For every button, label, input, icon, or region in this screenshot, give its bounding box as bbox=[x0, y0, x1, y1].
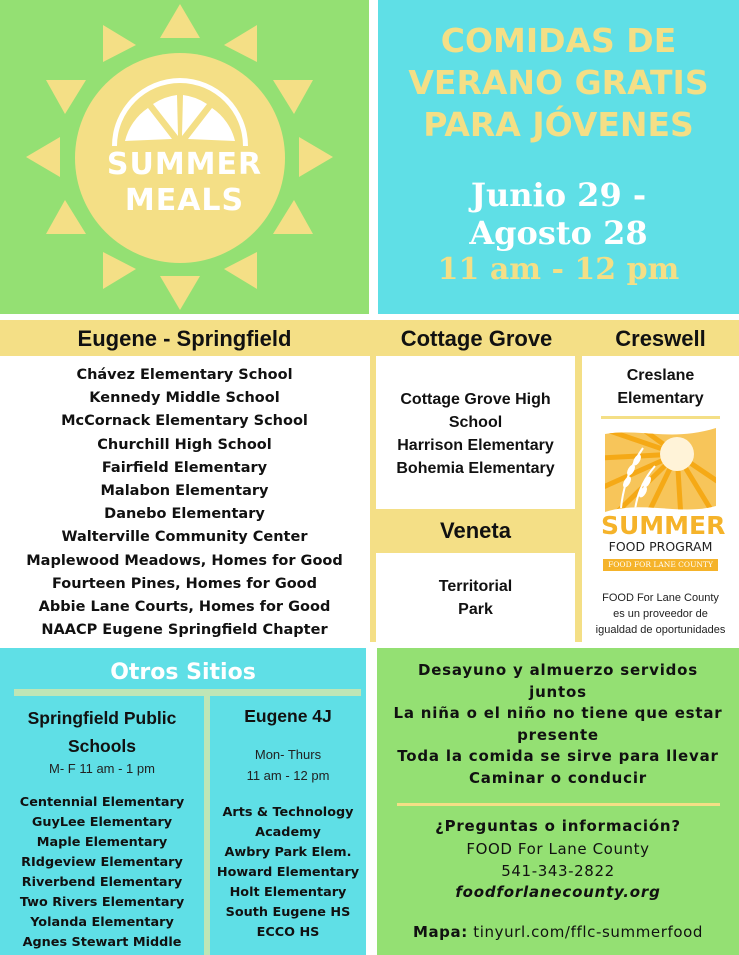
site-item: Territorial bbox=[438, 578, 513, 595]
title-panel bbox=[378, 0, 739, 314]
header-eugene-springfield: Eugene - Springfield bbox=[77, 326, 292, 351]
site-item: McCornack Elementary School bbox=[61, 413, 308, 430]
otros-sitios-panel bbox=[0, 648, 366, 955]
equal-opportunity-statement: FOOD For Lane County es un proveedor de igualdad de oportunidades bbox=[595, 592, 726, 636]
note-line: Caminar o conducir bbox=[469, 768, 647, 787]
title-line-2: VERANO GRATIS bbox=[408, 63, 709, 102]
service-time: 11 am - 12 pm bbox=[437, 252, 680, 287]
site-item: Churchill High School bbox=[97, 436, 272, 453]
site-item: ECCO HS bbox=[256, 925, 320, 940]
eugene-springfield-site-list bbox=[0, 364, 369, 642]
site-item: Two Rivers Elementary bbox=[19, 895, 185, 910]
site-item: Fairfield Elementary bbox=[101, 459, 268, 476]
website-link[interactable]: foodforlanecounty.org bbox=[455, 882, 661, 901]
site-item: Malabon Elementary bbox=[100, 483, 269, 500]
site-item: Cottage Grove High bbox=[400, 391, 551, 408]
site-item: Holt Elementary bbox=[229, 885, 347, 900]
site-item: Maplewood Meadows, Homes for Good bbox=[26, 552, 343, 569]
site-item: Park bbox=[458, 601, 493, 618]
note-line: presente bbox=[517, 725, 599, 744]
cottage-grove-site-list bbox=[376, 388, 575, 480]
title-line-1: COMIDAS DE bbox=[440, 21, 677, 60]
sfp-title: SUMMER bbox=[601, 511, 726, 540]
sfp-subtitle: FOOD PROGRAM bbox=[608, 539, 713, 554]
site-item: South Eugene HS bbox=[225, 905, 351, 920]
site-item: GuyLee Elementary bbox=[31, 815, 173, 830]
eugene4j-section bbox=[210, 702, 366, 786]
summer-food-program-logo bbox=[601, 428, 726, 578]
logo-line-summer: SUMMER bbox=[106, 147, 263, 182]
question-heading: ¿Preguntas o información? bbox=[435, 817, 681, 835]
date-start: Junio 29 - bbox=[470, 176, 647, 214]
site-item: Chávez Elementary School bbox=[76, 367, 293, 383]
site-item: RIdgeview Elementary bbox=[21, 855, 183, 870]
note-line: juntos bbox=[529, 682, 587, 701]
springfield-site-list bbox=[0, 793, 204, 953]
springfield-hours: M- F 11 am - 1 pm bbox=[49, 761, 155, 776]
logo-line-meals: MEALS bbox=[124, 183, 245, 218]
site-item: School bbox=[448, 414, 503, 431]
site-item: Danebo Elementary bbox=[104, 506, 265, 523]
sfp-banner: FOOD FOR LANE COUNTY bbox=[603, 559, 718, 571]
otros-divider-horizontal bbox=[14, 689, 361, 696]
site-item: NAACP Eugene Springfield Chapter bbox=[41, 622, 328, 639]
header-veneta: Veneta bbox=[440, 518, 511, 543]
site-item: Walterville Community Center bbox=[61, 529, 308, 546]
phone-number[interactable]: 541-343-2822 bbox=[501, 861, 615, 880]
org-name: FOOD For Lane County bbox=[466, 839, 650, 858]
service-notes bbox=[377, 648, 739, 789]
creswell-divider bbox=[601, 416, 720, 419]
info-panel bbox=[377, 648, 739, 955]
springfield-header-1: Springfield Public bbox=[27, 708, 177, 728]
header-cottage-grove: Cottage Grove bbox=[400, 326, 553, 351]
eugene4j-site-list bbox=[210, 803, 366, 943]
springfield-section bbox=[0, 704, 204, 778]
summer-food-program-logo-icon bbox=[601, 428, 720, 518]
site-item: Agnes Stewart Middle bbox=[22, 935, 182, 950]
site-item: Riverbend Elementary bbox=[21, 875, 183, 890]
site-item: Maple Elementary bbox=[36, 835, 168, 850]
site-item: Creslane bbox=[626, 367, 695, 384]
creswell-site-list bbox=[582, 364, 739, 410]
eugene4j-hours: Mon- Thurs 11 am - 12 pm bbox=[246, 747, 330, 783]
site-item: Centennial Elementary bbox=[19, 795, 185, 810]
date-end: Agosto 28 bbox=[469, 214, 648, 252]
info-divider bbox=[397, 803, 720, 806]
site-item: Awbry Park Elem. bbox=[224, 845, 352, 860]
site-item: Arts & Technology bbox=[222, 805, 354, 820]
site-item: Fourteen Pines, Homes for Good bbox=[51, 575, 318, 592]
map-link[interactable]: tinyurl.com/fflc-summerfood bbox=[473, 923, 704, 941]
note-line: Desayuno y almuerzo servidos bbox=[417, 661, 699, 679]
site-item: Elementary bbox=[617, 390, 704, 407]
site-item: Yolanda Elementary bbox=[30, 915, 174, 930]
site-item: Abbie Lane Courts, Homes for Good bbox=[38, 599, 331, 616]
note-line: La niña o el niño no tiene que estar bbox=[393, 704, 723, 722]
site-item: Bohemia Elementary bbox=[396, 460, 555, 477]
site-item: Kennedy Middle School bbox=[89, 390, 280, 407]
otros-sitios-title: Otros Sitios bbox=[110, 660, 256, 685]
header-creswell: Creswell bbox=[615, 326, 706, 351]
veneta-site-list bbox=[376, 575, 575, 621]
note-line: Toda la comida se sirve para llevar bbox=[397, 747, 719, 765]
springfield-header-2: Schools bbox=[67, 736, 137, 756]
summer-meals-logo-panel bbox=[0, 0, 369, 314]
eugene4j-header: Eugene 4J bbox=[244, 706, 332, 726]
map-label: Mapa: bbox=[412, 923, 468, 941]
map-line bbox=[377, 921, 739, 943]
site-item: Howard Elementary bbox=[216, 865, 360, 880]
divider-right bbox=[575, 356, 582, 642]
site-item: Harrison Elementary bbox=[397, 437, 554, 454]
title-line-3: PARA JÓVENES bbox=[423, 105, 694, 144]
site-item: Academy bbox=[255, 825, 321, 840]
